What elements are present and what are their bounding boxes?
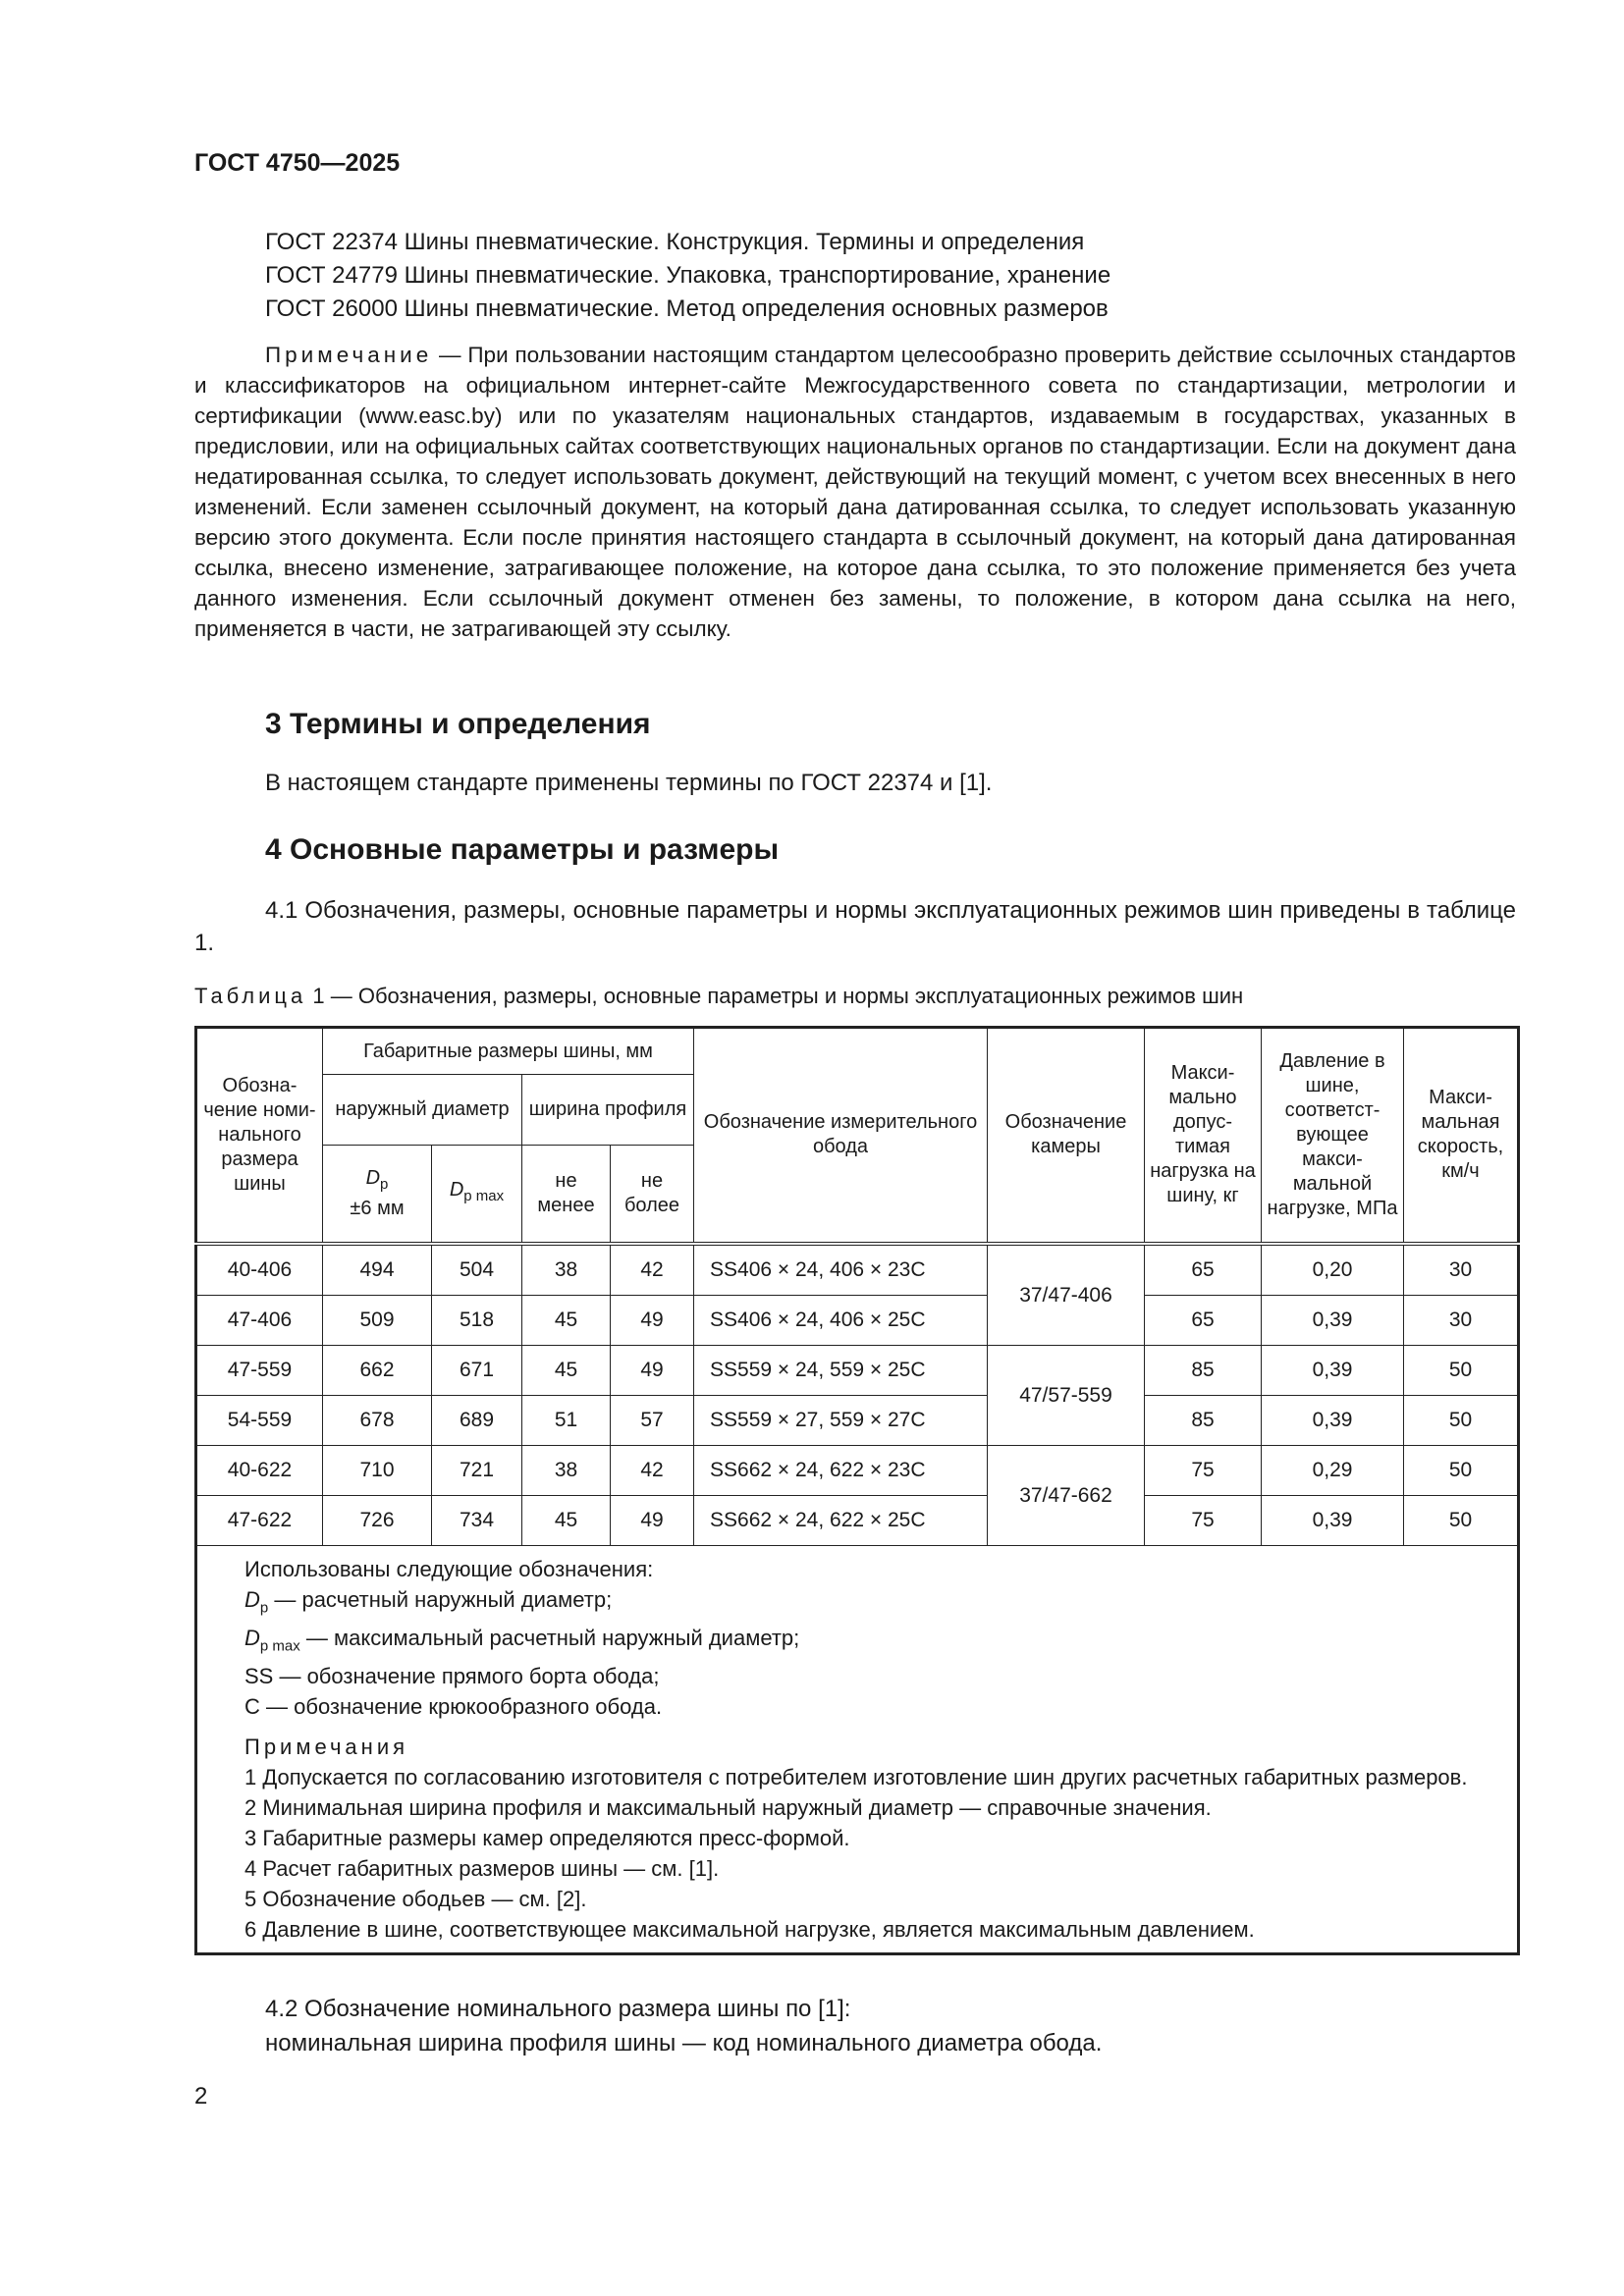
tire-parameters-table xyxy=(194,1026,1520,1955)
cell-dpmax: 671 xyxy=(432,1345,522,1395)
cell-min: 38 xyxy=(522,1244,611,1296)
section-3-text: В настоящем стандарте применены термины по ГОСТ 22374 и [1]. xyxy=(265,770,993,796)
cell-speed: 30 xyxy=(1404,1295,1519,1345)
cell-max: 42 xyxy=(611,1445,694,1495)
cell-load: 85 xyxy=(1145,1395,1262,1445)
page-number: 2 xyxy=(194,2083,208,2109)
cell-size: 54-559 xyxy=(196,1395,323,1445)
cell-tube: 37/47-406 xyxy=(988,1244,1145,1346)
col-speed: Макси-мальная скорость, км/ч xyxy=(1404,1028,1519,1244)
table-row xyxy=(196,1445,1519,1495)
note-text: — При пользовании настоящим стандартом целесообразно проверить действие ссылочных стандартов и классификаторов на официальном интернет-сайте Межгосударственного совета по стандартизации, метрологии и сертификации (www.easc.by) или по указателям национальных стандартов, издаваемым в государствах, указанных в предисловии, или на официальных сайтах соответствующих национальных органов по стандартизации. Если на документ дана недатированная ссылка, то следует использовать документ, действующий на текущий момент, с учетом всех внесенных в него изменений. Если заменен ссылочный документ, на который дана датированная ссылка, то следует использовать указанную версию этого документа. Если после принятия настоящего стандарта в ссылочный документ, на который дана датированная ссылка, внесено изменение, затрагивающее положение, на которое дана ссылка, то это положение применяется без учета данного изменения. Если ссылочный документ отменен без замены, то положение, в котором дана ссылка на него, применяется в части, не затрагивающей эту ссылку. xyxy=(194,343,1516,641)
normative-references xyxy=(265,226,1110,326)
references-note xyxy=(194,340,1516,644)
dp-sub: р xyxy=(380,1175,389,1193)
cell-max: 49 xyxy=(611,1345,694,1395)
col-dimensions: Габаритные размеры шины, мм xyxy=(323,1028,694,1075)
legend-intro: Использованы следующие обозначения: xyxy=(244,1556,654,1581)
col-tube: Обозначение камеры xyxy=(988,1028,1145,1244)
cell-dpmax: 504 xyxy=(432,1244,522,1296)
table-row xyxy=(196,1395,1519,1445)
cell-dpmax: 734 xyxy=(432,1495,522,1545)
legend-c: С — обозначение крюкообразного обода. xyxy=(244,1694,663,1720)
paragraph-4-2-format: номинальная ширина профиля шины — код номинального диаметра обода. xyxy=(265,2030,1103,2056)
cell-speed: 50 xyxy=(1404,1395,1519,1445)
cell-rim: SS559 × 27, 559 × 27С xyxy=(694,1395,988,1445)
cell-speed: 50 xyxy=(1404,1445,1519,1495)
cell-rim: SS406 × 24, 406 × 25С xyxy=(694,1295,988,1345)
cell-speed: 30 xyxy=(1404,1244,1519,1296)
cell-max: 42 xyxy=(611,1244,694,1296)
table-row xyxy=(196,1495,1519,1545)
cell-max: 49 xyxy=(611,1495,694,1545)
col-dp xyxy=(323,1146,432,1244)
col-size: Обозна-чение номи-нального размера шины xyxy=(196,1028,323,1244)
cell-rim: SS662 × 24, 622 × 23С xyxy=(694,1445,988,1495)
caption-label: Таблица xyxy=(194,984,307,1008)
cell-dpmax: 518 xyxy=(432,1295,522,1345)
col-pressure: Давление в шине, соответст-вующее макси-мальной нагрузке, МПа xyxy=(1262,1028,1404,1244)
cell-size: 47-406 xyxy=(196,1295,323,1345)
cell-speed: 50 xyxy=(1404,1495,1519,1545)
table-note-item: 3 Габаритные размеры камер определяются пресс-формой. xyxy=(244,1826,850,1851)
reference-item: ГОСТ 26000 Шины пневматические. Метод определения основных размеров xyxy=(265,295,1109,322)
cell-dp: 726 xyxy=(323,1495,432,1545)
table-row xyxy=(196,1295,1519,1345)
note-label: Примечание xyxy=(265,343,433,367)
cell-load: 75 xyxy=(1145,1445,1262,1495)
cell-load: 65 xyxy=(1145,1295,1262,1345)
cell-rim: SS406 × 24, 406 × 23С xyxy=(694,1244,988,1296)
col-profile-width: ширина профиля xyxy=(522,1075,694,1146)
col-width-min: не менее xyxy=(522,1146,611,1244)
cell-tube: 47/57-559 xyxy=(988,1345,1145,1445)
cell-max: 57 xyxy=(611,1395,694,1445)
cell-speed: 50 xyxy=(1404,1345,1519,1395)
cell-pressure: 0,39 xyxy=(1262,1345,1404,1395)
notes-label: Примечания xyxy=(244,1735,409,1760)
table-note-item: 6 Давление в шине, соответствующее максимальной нагрузке, является максимальным давлением. xyxy=(244,1917,1255,1943)
cell-pressure: 0,39 xyxy=(1262,1495,1404,1545)
table-notes xyxy=(196,1545,1519,1954)
legend-dpmax: $D_{р max}$ — максимальный расчетный наружный диаметр; xyxy=(244,1625,800,1655)
table-note-item: 2 Минимальная ширина профиля и максимальный наружный диаметр — справочные значения. xyxy=(244,1795,1212,1821)
cell-load: 65 xyxy=(1145,1244,1262,1296)
reference-item: ГОСТ 24779 Шины пневматические. Упаковка, транспортирование, хранение xyxy=(265,262,1111,289)
cell-rim: SS662 × 24, 622 × 25С xyxy=(694,1495,988,1545)
cell-size: 47-622 xyxy=(196,1495,323,1545)
cell-dp: 662 xyxy=(323,1345,432,1395)
cell-pressure: 0,39 xyxy=(1262,1295,1404,1345)
cell-size: 47-559 xyxy=(196,1345,323,1395)
table-caption xyxy=(194,984,1243,1009)
cell-dp: 678 xyxy=(323,1395,432,1445)
section-4-heading: 4 Основные параметры и размеры xyxy=(265,833,780,866)
table-note-item: 1 Допускается по согласованию изготовителя с потребителем изготовление шин других расчетных габаритных размеров. xyxy=(244,1765,1468,1790)
cell-pressure: 0,39 xyxy=(1262,1395,1404,1445)
cell-tube: 37/47-662 xyxy=(988,1445,1145,1545)
col-outer-diameter: наружный диаметр xyxy=(323,1075,522,1146)
cell-min: 51 xyxy=(522,1395,611,1445)
dp-symbol: D xyxy=(365,1166,381,1189)
col-dpmax xyxy=(432,1146,522,1244)
cell-dp: 494 xyxy=(323,1244,432,1296)
dpmax-sub: р max xyxy=(463,1188,505,1205)
cell-size: 40-406 xyxy=(196,1244,323,1296)
legend-ss: SS — обозначение прямого борта обода; xyxy=(244,1664,660,1689)
table-row xyxy=(196,1345,1519,1395)
cell-dpmax: 721 xyxy=(432,1445,522,1495)
cell-dp: 509 xyxy=(323,1295,432,1345)
cell-size: 40-622 xyxy=(196,1445,323,1495)
col-rim: Обозначение измерительного обода xyxy=(694,1028,988,1244)
cell-dp: 710 xyxy=(323,1445,432,1495)
caption-text: 1 — Обозначения, размеры, основные параметры и нормы эксплуатационных режимов шин xyxy=(306,984,1244,1008)
cell-load: 85 xyxy=(1145,1345,1262,1395)
document-header: ГОСТ 4750—2025 xyxy=(194,149,401,177)
legend-dp: $D_р$ — расчетный наружный диаметр; xyxy=(244,1586,613,1616)
col-width-max: не более xyxy=(611,1146,694,1244)
cell-pressure: 0,20 xyxy=(1262,1244,1404,1296)
table-note-item: 5 Обозначение ободьев — см. [2]. xyxy=(244,1887,587,1912)
cell-pressure: 0,29 xyxy=(1262,1445,1404,1495)
cell-min: 45 xyxy=(522,1295,611,1345)
section-3-heading: 3 Термины и определения xyxy=(265,708,651,740)
dp-tolerance: ±6 мм xyxy=(350,1197,405,1219)
cell-max: 49 xyxy=(611,1295,694,1345)
cell-min: 45 xyxy=(522,1495,611,1545)
cell-min: 45 xyxy=(522,1345,611,1395)
cell-min: 38 xyxy=(522,1445,611,1495)
cell-rim: SS559 × 24, 559 × 25С xyxy=(694,1345,988,1395)
cell-load: 75 xyxy=(1145,1495,1262,1545)
cell-dpmax: 689 xyxy=(432,1395,522,1445)
table-note-item: 4 Расчет габаритных размеров шины — см. [1]. xyxy=(244,1856,720,1882)
paragraph-4-1: 4.1 Обозначения, размеры, основные параметры и нормы эксплуатационных режимов шин приведены в таблице 1. xyxy=(194,897,1516,956)
reference-item: ГОСТ 22374 Шины пневматические. Конструкция. Термины и определения xyxy=(265,229,1085,255)
paragraph-4-2: 4.2 Обозначение номинального размера шины по [1]: xyxy=(265,1996,851,2022)
col-load: Макси-мально допус-тимая нагрузка на шину, кг xyxy=(1145,1028,1262,1244)
table-row xyxy=(196,1244,1519,1296)
dpmax-symbol: D xyxy=(449,1179,464,1201)
